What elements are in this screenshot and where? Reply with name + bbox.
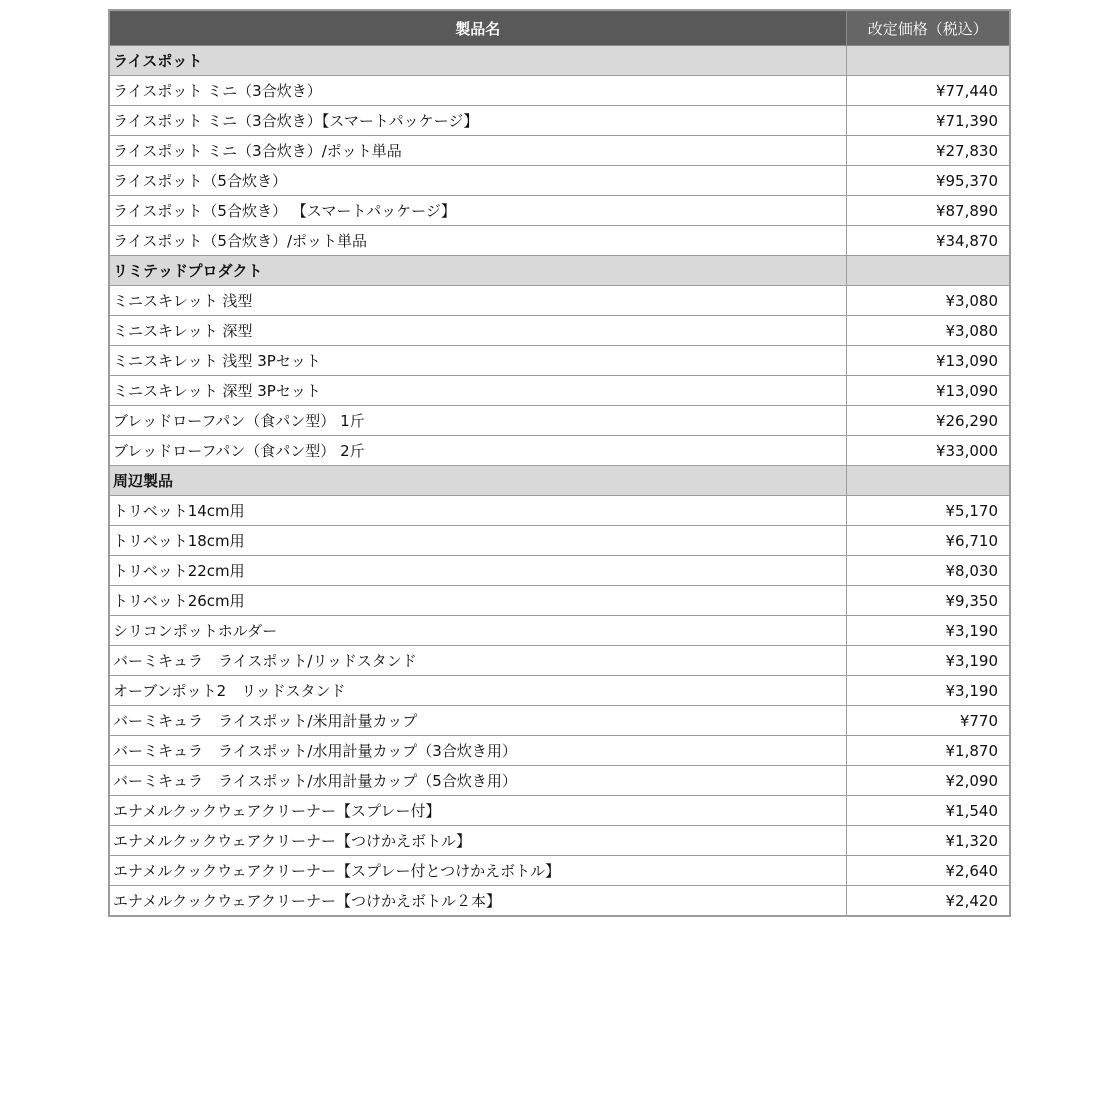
product-name: エナメルクックウェアクリーナー【スプレー付とつけかえボトル】: [109, 856, 846, 886]
product-price: ¥87,890: [846, 196, 1010, 226]
table-row: [109, 556, 1010, 586]
product-name: トリベット18cm用: [109, 526, 846, 556]
table-row: [109, 436, 1010, 466]
table-row: [109, 736, 1010, 766]
section-title: ライスポット: [109, 46, 846, 76]
product-name: バーミキュラ ライスポット/水用計量カップ（3合炊き用）: [109, 736, 846, 766]
product-price: ¥5,170: [846, 496, 1010, 526]
section-price-empty: [846, 256, 1010, 286]
product-name: ライスポット ミニ（3合炊き）/ポット単品: [109, 136, 846, 166]
price-table: [108, 9, 1011, 917]
table-row: [109, 856, 1010, 886]
table-row: [109, 76, 1010, 106]
product-price: ¥33,000: [846, 436, 1010, 466]
product-price: ¥3,080: [846, 316, 1010, 346]
product-price: ¥71,390: [846, 106, 1010, 136]
section-row: [109, 256, 1010, 286]
product-name: ブレッドローフパン（食パン型） 2斤: [109, 436, 846, 466]
product-name: トリベット26cm用: [109, 586, 846, 616]
product-name: ライスポット ミニ（3合炊き）: [109, 76, 846, 106]
product-name: バーミキュラ ライスポット/リッドスタンド: [109, 646, 846, 676]
product-price: ¥13,090: [846, 376, 1010, 406]
product-name: オーブンポット2 リッドスタンド: [109, 676, 846, 706]
product-price: ¥3,190: [846, 676, 1010, 706]
table-row: [109, 286, 1010, 316]
product-price: ¥3,190: [846, 616, 1010, 646]
product-price: ¥2,090: [846, 766, 1010, 796]
product-price: ¥2,640: [846, 856, 1010, 886]
table-row: [109, 886, 1010, 917]
table-row: [109, 316, 1010, 346]
section-row: [109, 46, 1010, 76]
table-row: [109, 196, 1010, 226]
section-price-empty: [846, 46, 1010, 76]
product-price: ¥27,830: [846, 136, 1010, 166]
product-price: ¥1,870: [846, 736, 1010, 766]
header-product-name: 製品名: [109, 10, 846, 46]
table-row: [109, 796, 1010, 826]
product-name: ライスポット ミニ（3合炊き）【スマートパッケージ】: [109, 106, 846, 136]
section-price-empty: [846, 466, 1010, 496]
table-row: [109, 166, 1010, 196]
product-name: バーミキュラ ライスポット/米用計量カップ: [109, 706, 846, 736]
section-row: [109, 466, 1010, 496]
product-name: ライスポット（5合炊き） 【スマートパッケージ】: [109, 196, 846, 226]
table-row: [109, 376, 1010, 406]
header-revised-price: 改定価格（税込）: [846, 10, 1010, 46]
product-name: バーミキュラ ライスポット/水用計量カップ（5合炊き用）: [109, 766, 846, 796]
table-row: [109, 136, 1010, 166]
section-title: リミテッドプロダクト: [109, 256, 846, 286]
product-price: ¥1,540: [846, 796, 1010, 826]
product-name: エナメルクックウェアクリーナー【つけかえボトル２本】: [109, 886, 846, 917]
table-row: [109, 616, 1010, 646]
product-price: ¥2,420: [846, 886, 1010, 917]
product-price: ¥770: [846, 706, 1010, 736]
product-name: トリベット14cm用: [109, 496, 846, 526]
product-price: ¥34,870: [846, 226, 1010, 256]
table-row: [109, 676, 1010, 706]
table-row: [109, 526, 1010, 556]
product-price: ¥3,080: [846, 286, 1010, 316]
product-price: ¥13,090: [846, 346, 1010, 376]
product-price: ¥3,190: [846, 646, 1010, 676]
product-name: ライスポット（5合炊き）: [109, 166, 846, 196]
product-price: ¥95,370: [846, 166, 1010, 196]
table-row: [109, 106, 1010, 136]
product-name: エナメルクックウェアクリーナー【スプレー付】: [109, 796, 846, 826]
product-price: ¥26,290: [846, 406, 1010, 436]
table-row: [109, 496, 1010, 526]
table-row: [109, 706, 1010, 736]
product-name: ミニスキレット 浅型: [109, 286, 846, 316]
product-name: ライスポット（5合炊き）/ポット単品: [109, 226, 846, 256]
product-name: ミニスキレット 深型: [109, 316, 846, 346]
table-body: [109, 46, 1010, 917]
section-title: 周辺製品: [109, 466, 846, 496]
product-price: ¥77,440: [846, 76, 1010, 106]
product-name: ミニスキレット 深型 3Pセット: [109, 376, 846, 406]
product-price: ¥8,030: [846, 556, 1010, 586]
table-row: [109, 226, 1010, 256]
product-name: ブレッドローフパン（食パン型） 1斤: [109, 406, 846, 436]
product-name: シリコンポットホルダー: [109, 616, 846, 646]
product-price: ¥1,320: [846, 826, 1010, 856]
table-row: [109, 826, 1010, 856]
table-row: [109, 346, 1010, 376]
table-row: [109, 586, 1010, 616]
product-price: ¥6,710: [846, 526, 1010, 556]
product-name: エナメルクックウェアクリーナー【つけかえボトル】: [109, 826, 846, 856]
product-price: ¥9,350: [846, 586, 1010, 616]
table-row: [109, 406, 1010, 436]
table-row: [109, 766, 1010, 796]
table-row: [109, 646, 1010, 676]
product-name: ミニスキレット 浅型 3Pセット: [109, 346, 846, 376]
header-row: [109, 10, 1010, 46]
product-name: トリベット22cm用: [109, 556, 846, 586]
